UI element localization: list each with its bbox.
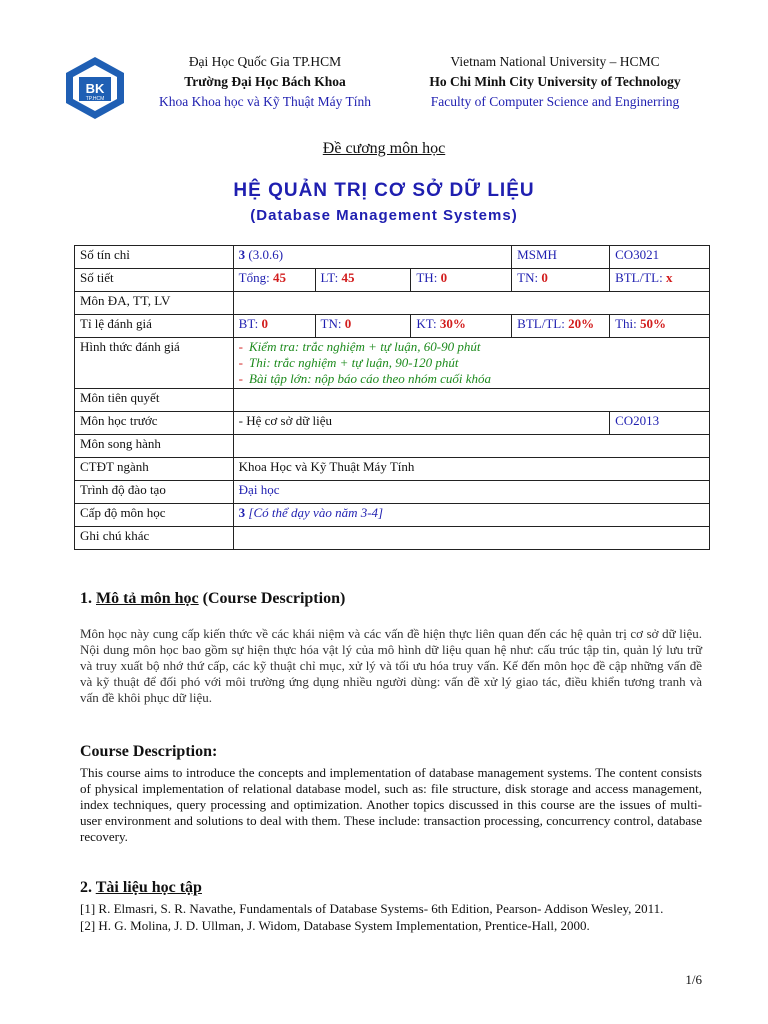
ratio-tn: TN: 0: [315, 315, 411, 338]
section-2-heading: 2. Tài liệu học tập: [80, 879, 202, 896]
course-info-table: [74, 245, 710, 550]
label-corequisite: Môn song hành: [75, 435, 234, 458]
faculty-name-vi: Khoa Khoa học và Kỹ Thuật Máy Tính: [158, 94, 372, 109]
label-credits: Số tín chỉ: [75, 246, 234, 269]
course-level-value: 3 [Có thể dạy vào năm 3-4]: [233, 504, 709, 527]
label-notes: Ghi chú khác: [75, 527, 234, 550]
national-university-vi: Đại Học Quốc Gia TP.HCM: [188, 54, 342, 69]
header-left: [130, 52, 400, 112]
label-assessment-ratio: Tỉ lệ đánh giá: [75, 315, 234, 338]
ratio-bt: BT: 0: [233, 315, 315, 338]
references-list: [80, 901, 702, 934]
label-previous-course: Môn học trước: [75, 412, 234, 435]
previous-course-value: - Hệ cơ sở dữ liệu: [233, 412, 609, 435]
table-row: [75, 292, 710, 315]
logo-text: BK: [85, 81, 105, 96]
hours-total: Tổng: 45: [233, 269, 315, 292]
assessment-form-list: [233, 338, 709, 389]
table-row: [75, 315, 710, 338]
course-description-en: This course aims to introduce the concepts and implementation of database management systems. The content consists of physical implementation of relational database model, such as: file structure, disk storage and access management, index techniques, query processing and optimization. Another topics discussed in this course are the issues of multi-user environment and solutions to deal with them. These include: transaction processing, concurrency control, database recovery.: [80, 765, 702, 844]
label-prerequisite: Môn tiên quyết: [75, 389, 234, 412]
project-course-value: [233, 292, 709, 315]
table-row: [75, 504, 710, 527]
course-description-vi: Môn học này cung cấp kiến thức về các khái niệm và các vấn đề hiện thực liên quan đến các hệ quản trị cơ sở dữ liệu. Nội dung môn học bao gồm sự hiện thực hóa vật lý của mô hình dữ liệu quan hệ như: cấu trúc tập tin, quản lý lưu trữ và truy xuất bộ nhớ thứ cấp, các kỹ thuật chỉ mục, xử lý và tối ưu hóa truy vấn. Kế đến môn học đề cập những vấn đề và kỹ thuật để đối phó với môi trường ứng dụng nhiều người dùng: vấn đề xử lý giao tác, điều khiển tương tranh và vấn đề khôi phục dữ liệu.: [80, 626, 702, 705]
faculty-name-en: Faculty of Computer Science and Enginerring: [430, 94, 680, 109]
course-title: HỆ QUẢN TRỊ CƠ SỞ DỮ LIỆU: [233, 180, 535, 201]
course-description-heading: Course Description:: [80, 743, 218, 760]
university-name-vi: Trường Đại Học Bách Khoa: [184, 74, 346, 89]
page-number: 1/6: [685, 972, 702, 987]
training-level-value: Đại học: [233, 481, 709, 504]
table-row: [75, 246, 710, 269]
table-row: [75, 269, 710, 292]
list-item: - Kiểm tra: trắc nghiệm + tự luận, 60-90 phút: [238, 339, 481, 354]
program-value: Khoa Học và Kỹ Thuật Máy Tính: [233, 458, 709, 481]
ratio-kt: KT: 30%: [411, 315, 512, 338]
course-title-en: (Database Management Systems): [250, 207, 518, 224]
prerequisite-value: [233, 389, 709, 412]
table-row: [75, 338, 710, 389]
table-row: [75, 481, 710, 504]
label-assessment-form: Hình thức đánh giá: [75, 338, 234, 389]
reference-item: [1] R. Elmasri, S. R. Navathe, Fundamentals of Database Systems- 6th Edition, Pearson- Addison Wesley, 2011.: [80, 901, 664, 916]
course-code: CO3021: [610, 246, 710, 269]
label-hours: Số tiết: [75, 269, 234, 292]
ratio-thi: Thi: 50%: [610, 315, 710, 338]
label-course-level: Cấp độ môn học: [75, 504, 234, 527]
credits-value: 3 (3.0.6): [233, 246, 512, 269]
table-row: [75, 458, 710, 481]
hours-lt: LT: 45: [315, 269, 411, 292]
hours-btl: BTL/TL: x: [610, 269, 710, 292]
label-program: CTĐT ngành: [75, 458, 234, 481]
label-msmh: MSMH: [512, 246, 610, 269]
logo-subtext: TP.HCM: [85, 96, 105, 102]
list-item: - Thi: trắc nghiệm + tự luận, 90-120 phút: [238, 355, 459, 370]
label-project-course: Môn ĐA, TT, LV: [75, 292, 234, 315]
national-university-en: Vietnam National University – HCMC: [450, 54, 660, 69]
table-row: [75, 527, 710, 550]
section-1-heading: 1. Mô tả môn học (Course Description): [80, 590, 346, 607]
notes-value: [233, 527, 709, 550]
university-logo: [62, 55, 128, 121]
table-row: [75, 435, 710, 458]
hours-th: TH: 0: [411, 269, 512, 292]
list-item: - Bài tập lớn: nộp báo cáo theo nhóm cuối khóa: [238, 371, 492, 386]
document-type: Đề cương môn học: [322, 140, 446, 157]
university-name-en: Ho Chi Minh City University of Technology: [429, 74, 681, 89]
label-training-level: Trình độ đào tạo: [75, 481, 234, 504]
header-right: [400, 52, 710, 112]
table-row: [75, 389, 710, 412]
hours-tn: TN: 0: [512, 269, 610, 292]
table-row: [75, 412, 710, 435]
previous-course-code: CO2013: [610, 412, 710, 435]
corequisite-value: [233, 435, 709, 458]
reference-item: [2] H. G. Molina, J. D. Ullman, J. Widom, Database System Implementation, Prentice-Hall, 2000.: [80, 917, 590, 933]
ratio-btl: BTL/TL: 20%: [512, 315, 610, 338]
